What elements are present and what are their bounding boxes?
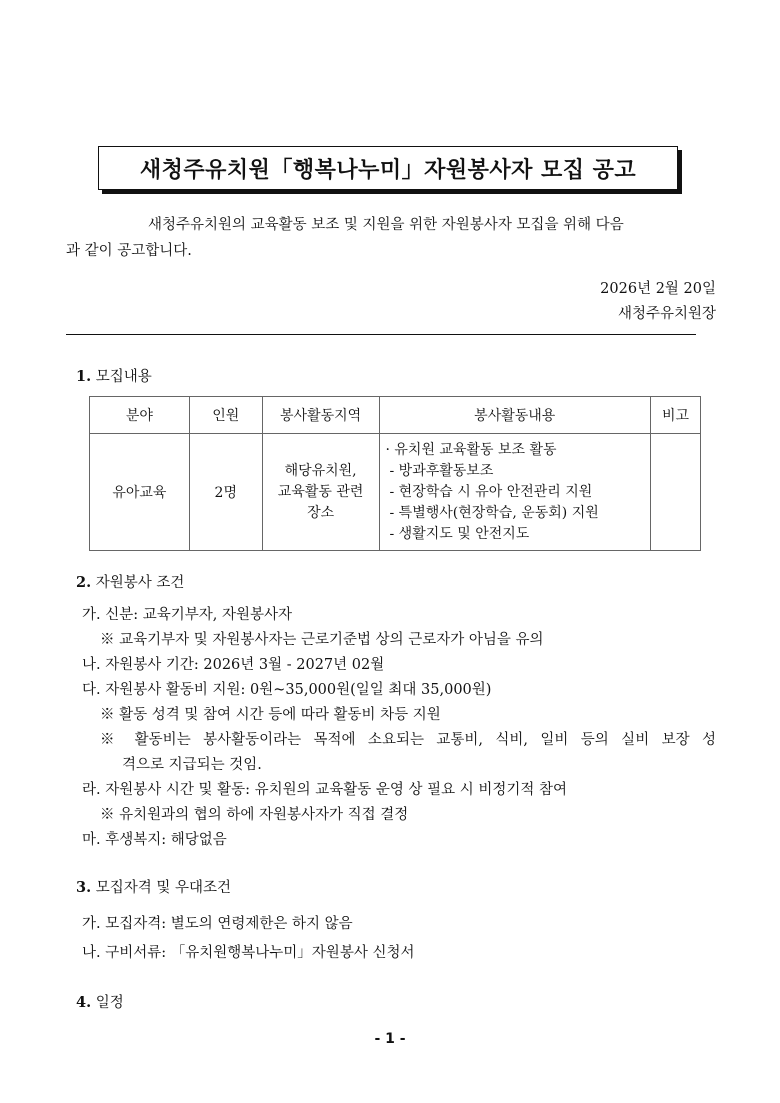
recruit-table bbox=[89, 396, 701, 551]
section-1-heading bbox=[76, 365, 152, 386]
header-content: 봉사활동내용 bbox=[379, 397, 651, 434]
page-number: - 1 - bbox=[374, 1031, 406, 1047]
intro-line-1: 새청주유치원의 교육활동 보조 및 지원을 위한 자원봉사자 모집을 위해 다음 bbox=[148, 217, 624, 233]
cell-count: 2명 bbox=[189, 434, 262, 551]
announcement-date: 2026년 2월 20일 bbox=[600, 281, 716, 297]
section-3-number: 3. bbox=[76, 879, 92, 896]
condition-line: 라. 자원봉사 시간 및 활동: 유치원의 교육활동 운영 상 필요 시 비정기적 참여 bbox=[82, 782, 568, 798]
condition-line: 마. 후생복지: 해당없음 bbox=[82, 832, 227, 848]
cell-note bbox=[651, 434, 701, 551]
table-row bbox=[90, 434, 701, 551]
intro-paragraph bbox=[66, 212, 718, 264]
section-4-number: 4. bbox=[76, 994, 92, 1011]
intro-line-2: 과 같이 공고합니다. bbox=[66, 243, 192, 259]
title-box bbox=[98, 146, 680, 192]
content-line: - 방과후활동보조 bbox=[389, 462, 494, 479]
cell-area bbox=[262, 434, 379, 551]
section-1-number: 1. bbox=[76, 368, 92, 385]
section-4-heading bbox=[76, 991, 124, 1012]
condition-note: ※ 유치원과의 협의 하에 자원봉사자가 직접 결정 bbox=[100, 807, 409, 823]
area-line: 해당유치원, bbox=[284, 462, 357, 479]
condition-note: ※ 활동 성격 및 참여 시간 등에 따라 활동비 차등 지원 bbox=[100, 707, 441, 723]
condition-note-cont: 격으로 지급되는 것임. bbox=[122, 757, 262, 773]
content-line: - 생활지도 및 안전지도 bbox=[389, 525, 530, 542]
header-count: 인원 bbox=[189, 397, 262, 434]
area-line: 장소 bbox=[307, 504, 335, 521]
area-line: 교육활동 관련 bbox=[277, 483, 364, 500]
section-2-heading bbox=[76, 571, 184, 592]
cell-content bbox=[379, 434, 651, 551]
header-field: 분야 bbox=[90, 397, 190, 434]
section-3-title: 모집자격 및 우대조건 bbox=[95, 880, 232, 896]
qualification-line: 나. 구비서류: 「유치원행복나누미」자원봉사 신청서 bbox=[82, 945, 415, 961]
condition-note: ※ 활동비는 봉사활동이라는 목적에 소요되는 교통비, 식비, 일비 등의 실비 보장 성 bbox=[100, 732, 716, 748]
signer: 새청주유치원장 bbox=[617, 306, 716, 322]
condition-line: 다. 자원봉사 활동비 지원: 0원~35,000원(일일 최대 35,000원) bbox=[82, 682, 492, 698]
content-line: · 유치원 교육활동 보조 활동 bbox=[385, 441, 557, 458]
section-2-number: 2. bbox=[76, 574, 92, 591]
cell-field: 유아교육 bbox=[90, 434, 190, 551]
page-title: 새청주유치원「행복나누미」자원봉사자 모집 공고 bbox=[98, 146, 678, 190]
condition-line: 가. 신분: 교육기부자, 자원봉사자 bbox=[82, 607, 293, 623]
condition-note: ※ 교육기부자 및 자원봉사자는 근로기준법 상의 근로자가 아님을 유의 bbox=[100, 632, 544, 648]
header-area: 봉사활동지역 bbox=[262, 397, 379, 434]
divider bbox=[66, 334, 696, 335]
table-header-row bbox=[90, 397, 701, 434]
qualification-line: 가. 모집자격: 별도의 연령제한은 하지 않음 bbox=[82, 916, 353, 932]
section-4-title: 일정 bbox=[95, 995, 124, 1011]
condition-line: 나. 자원봉사 기간: 2026년 3월 - 2027년 02월 bbox=[82, 657, 385, 673]
content-line: - 현장학습 시 유아 안전관리 지원 bbox=[389, 483, 593, 500]
section-2-title: 자원봉사 조건 bbox=[95, 575, 185, 591]
header-note: 비고 bbox=[651, 397, 701, 434]
section-1-title: 모집내용 bbox=[95, 369, 152, 385]
content-line: - 특별행사(현장학습, 운동회) 지원 bbox=[389, 504, 599, 521]
section-3-heading bbox=[76, 876, 231, 897]
